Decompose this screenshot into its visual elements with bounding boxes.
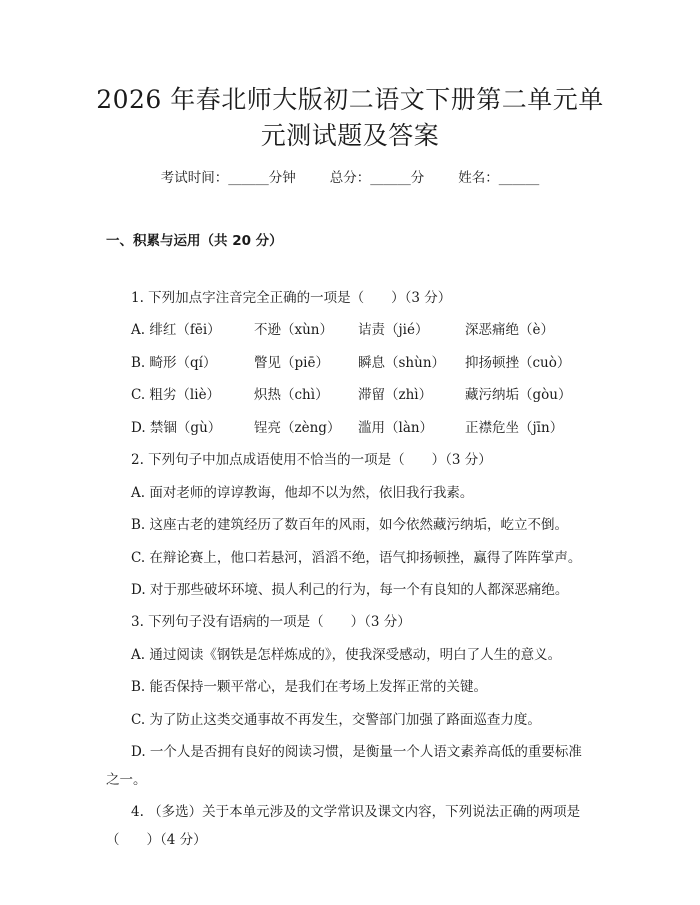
- exam-info: [0, 168, 700, 188]
- q1-d-item-3: 滥用（làn）: [358, 420, 434, 436]
- q1-c-item-1: C. 粗劣（liè）: [131, 387, 221, 403]
- q2-option-b: B. 这座古老的建筑经历了数百年的风雨，如今依然藏污纳垢，屹立不倒。: [131, 517, 569, 533]
- page-title-line2: 元测试题及答案: [260, 121, 440, 150]
- q1-b-item-1: B. 畸形（qí）: [131, 355, 217, 371]
- question-3-stem: 3. 下列句子没有语病的一项是（ ）（3 分）: [131, 614, 411, 630]
- q2-option-a: A. 面对老师的谆谆教诲，他却不以为然，依旧我行我素。: [131, 485, 474, 501]
- q1-b-item-2: 瞥见（piē）: [254, 355, 329, 371]
- page-title-line1: 2026 年春北师大版初二语文下册第二单元单: [96, 85, 604, 114]
- q1-d-item-4: 正襟危坐（jīn）: [465, 420, 564, 436]
- q3-option-c: C. 为了防止这类交通事故不再发生，交警部门加强了路面巡查力度。: [131, 712, 541, 728]
- q2-option-c: C. 在辩论赛上，他口若悬河，滔滔不绝，语气抑扬顿挫，赢得了阵阵掌声。: [131, 550, 582, 566]
- question-2-stem: 2. 下列句子中加点成语使用不恰当的一项是（ ）（3 分）: [131, 452, 492, 468]
- section-heading: 一、积累与运用（共 20 分）: [106, 233, 283, 249]
- exam-name-field: 姓名：______: [458, 170, 540, 186]
- q1-b-item-4: 抑扬顿挫（cuò）: [465, 355, 571, 371]
- q3-option-d-continued: 之一。: [106, 772, 147, 788]
- q2-option-d: D. 对于那些破坏环境、损人利己的行为，每一个有良知的人都深恶痛绝。: [131, 582, 569, 598]
- q1-c-item-4: 藏污纳垢（gòu）: [465, 387, 572, 403]
- q1-c-item-2: 炽热（chì）: [254, 387, 329, 403]
- question-4-stem-line1: 4. （多选）关于本单元涉及的文学常识及课文内容，下列说法正确的两项是: [131, 804, 581, 820]
- q1-a-item-3: 诘责（jié）: [358, 322, 429, 338]
- exam-time-field: 考试时间：______分钟: [160, 170, 296, 186]
- q1-a-item-4: 深恶痛绝（è）: [465, 322, 554, 338]
- q1-c-item-3: 滞留（zhì）: [358, 387, 433, 403]
- q1-a-item-2: 不逊（xùn）: [254, 322, 334, 338]
- q1-d-item-2: 锃亮（zèng）: [254, 420, 341, 436]
- q3-option-d: D. 一个人是否拥有良好的阅读习惯，是衡量一个人语文素养高低的重要标准: [131, 744, 582, 760]
- q1-a-item-1: A. 绯红（fēi）: [131, 322, 221, 338]
- q3-option-b: B. 能否保持一颗平常心，是我们在考场上发挥正常的关键。: [131, 679, 488, 695]
- q1-b-item-3: 瞬息（shùn）: [358, 355, 446, 371]
- question-4-stem-line2: （ ）（4 分）: [106, 832, 207, 848]
- q3-option-a: A. 通过阅读《钢铁是怎样炼成的》，使我深受感动，明白了人生的意义。: [131, 647, 562, 663]
- question-1-stem: 1. 下列加点字注音完全正确的一项是（ ）（3 分）: [131, 290, 452, 306]
- q1-d-item-1: D. 禁锢（gù）: [131, 420, 222, 436]
- exam-score-field: 总分：______分: [329, 170, 425, 186]
